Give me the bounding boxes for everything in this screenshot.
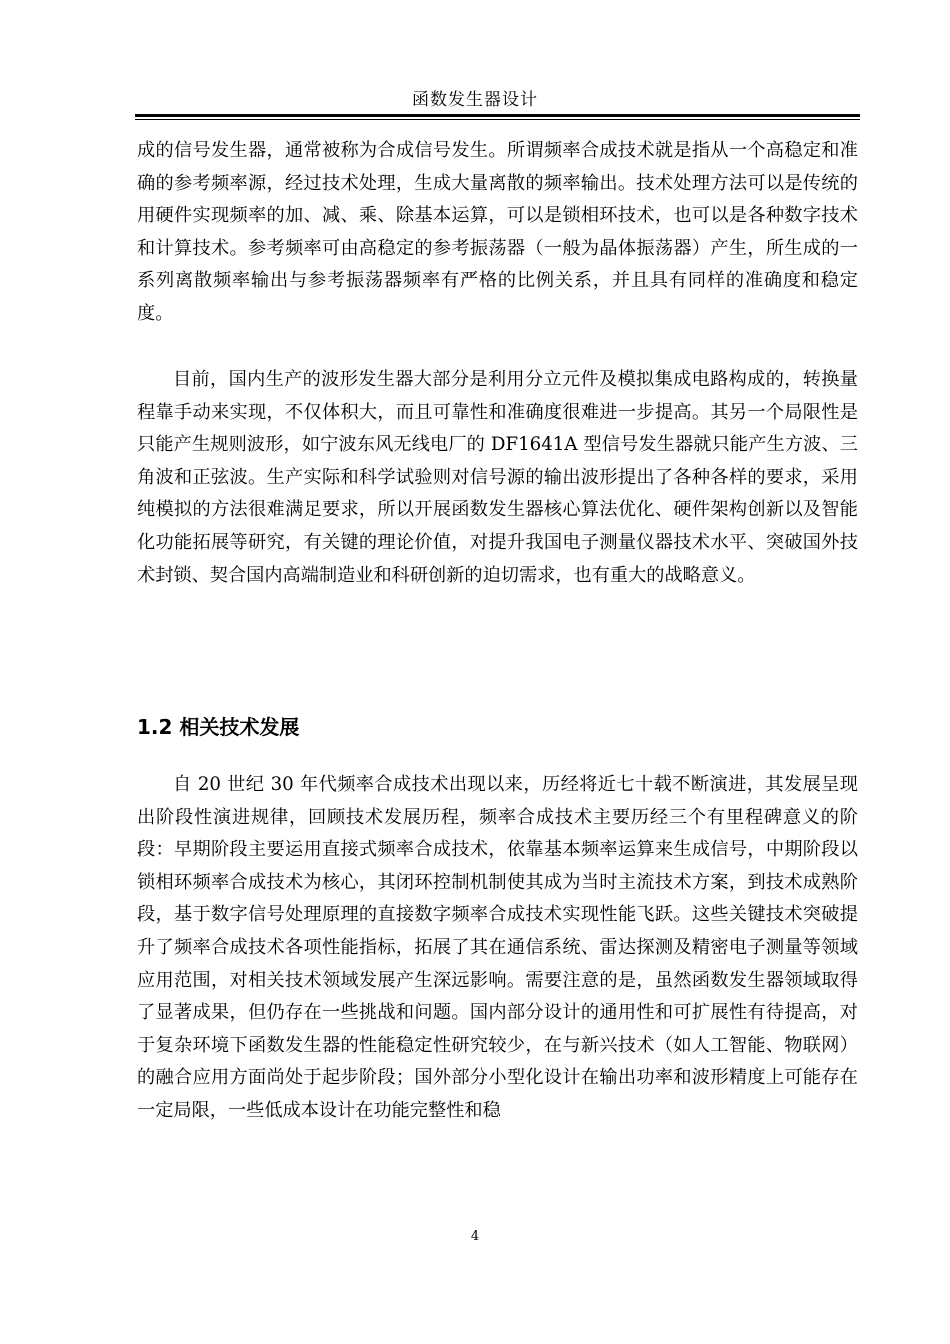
header-rule-thin (135, 119, 860, 120)
section-paragraph: 自 20 世纪 30 年代频率合成技术出现以来，历经将近七十载不断演进，其发展呈现出阶段性演进规律，回顾技术发展历程，频率合成技术主要历经三个有里程碑意义的阶段：早期阶段主要运用直接式频率合成技术，依靠基本频率运算来生成信号，中期阶段以锁相环频率合成技术为核心，其闭环控制机制使其成为当时主流技术方案，到技术成熟阶段，基于数字信号处理原理的直接数字频率合成技术实现性能飞跃。这些关键技术突破提升了频率合成技术各项性能指标，拓展了其在通信系统、雷达探测及精密电子测量等领域应用范围，对相关技术领域发展产生深远影响。需要注意的是，虽然函数发生器领域取得了显著成果，但仍存在一些挑战和问题。国内部分设计的通用性和可扩展性有待提高，对于复杂环境下函数发生器的性能稳定性研究较少，在与新兴技术（如人工智能、物联网）的融合应用方面尚处于起步阶段；国外部分小型化设计在输出功率和波形精度上可能存在一定局限，一些低成本设计在功能完整性和稳 (137, 774, 858, 1121)
body-paragraph-2: 目前，国内生产的波形发生器大部分是利用分立元件及模拟集成电路构成的，转换量程靠手动来实现，不仅体积大，而且可靠性和准确度很难进一步提高。其另一个局限性是只能产生规则波形，如宁波东风无线电厂的 DF1641A 型信号发生器就只能产生方波、三角波和正弦波。生产实际和科学试验则对信号源的输出波形提出了各种各样的要求，采用纯模拟的方法很难满足要求，所以开展函数发生器核心算法优化、硬件架构创新以及智能化功能拓展等研究，有关键的理论价值，对提升我国电子测量仪器技术水平、突破国外技术封锁、契合国内高端制造业和科研创新的迫切需求，也有重大的战略意义。 (137, 369, 858, 586)
page-number: 4 (470, 1229, 480, 1244)
body-paragraph-1: 成的信号发生器，通常被称为合成信号发生。所谓频率合成技术就是指从一个高稳定和准确的参考频率源，经过技术处理，生成大量离散的频率输出。技术处理方法可以是传统的用硬件实现频率的加、减、乘、除基本运算，可以是锁相环技术，也可以是各种数字技术和计算技术。参考频率可由高稳定的参考振荡器（一般为晶体振荡器）产生，所生成的一系列离散频率输出与参考振荡器频率有严格的比例关系，并且具有同样的准确度和稳定度。 (137, 140, 858, 324)
section-heading: 1.2 相关技术发展 (137, 715, 300, 739)
header-rule-thick (135, 114, 860, 117)
page-header-title: 函数发生器设计 (412, 90, 538, 110)
